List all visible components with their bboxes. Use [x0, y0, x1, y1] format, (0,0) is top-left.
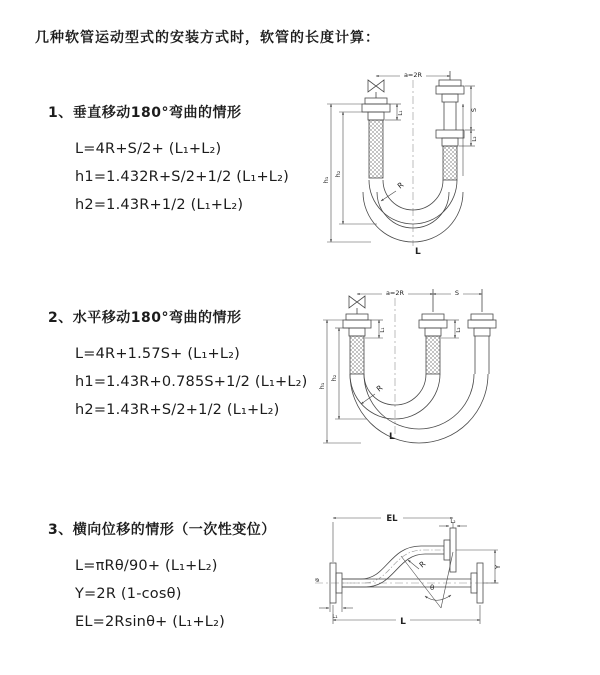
left-braided-hose — [350, 336, 364, 374]
radius-leader — [408, 559, 427, 569]
section-2-formulas — [75, 340, 308, 424]
l2-label: L₂ — [450, 519, 456, 525]
span-label: a=2R — [403, 71, 423, 79]
span-label: a=2R — [385, 289, 405, 297]
right-flange-upper — [436, 80, 464, 130]
section-horizontal-bend — [48, 307, 308, 424]
theta-label: θ — [430, 584, 435, 592]
formula-y: Y=2R (1-cosθ) — [75, 586, 182, 602]
h1-label: h₁ — [318, 382, 326, 390]
left-flange — [362, 98, 390, 120]
right-braided-hose — [443, 146, 457, 180]
l1-label: L₁ — [380, 327, 386, 333]
diagram-horizontal-bend — [315, 286, 530, 451]
dimension-span — [357, 288, 482, 312]
formula-length: L=πRθ/90+ (L₁+L₂) — [75, 558, 218, 574]
diagram-lateral-displacement — [305, 502, 510, 637]
right-flange-lower — [436, 130, 464, 146]
dimension-s — [465, 86, 478, 130]
valve-icon — [368, 80, 384, 98]
formula-length: L=4R+1.57S+ (L₁+L₂) — [75, 346, 240, 362]
right-flange-moved — [468, 314, 496, 374]
l2-label: L₂ — [456, 327, 462, 333]
section-3-formulas — [75, 552, 276, 636]
dimension-l1 — [365, 320, 386, 338]
dimension-l2 — [441, 320, 462, 338]
axis-label: ø — [314, 578, 321, 582]
dimension-span — [376, 70, 450, 80]
radius-label: R — [374, 383, 385, 394]
h1-label: h₁ — [322, 176, 330, 184]
dimension-length — [333, 605, 480, 627]
l1-label: L₁ — [398, 110, 404, 116]
dimension-h1 — [322, 104, 371, 242]
section-3-heading: 3、横向位移的情形（一次性变位） — [48, 522, 276, 538]
length-label: L — [389, 432, 395, 442]
radius-label: R — [395, 180, 406, 191]
hose-s-curve — [342, 546, 444, 587]
middle-flange — [419, 314, 447, 336]
middle-braided-hose — [426, 336, 440, 374]
hose-u-bend — [350, 374, 488, 443]
l2-label: L₂ — [472, 136, 478, 142]
section-vertical-bend — [48, 102, 289, 219]
dimension-s — [433, 288, 482, 297]
section-2-heading: 2、水平移动180°弯曲的情形 — [48, 310, 242, 326]
length-label: L — [415, 247, 421, 256]
h2-label: h₂ — [330, 374, 338, 382]
formula-h2: h2=1.43R+S/2+1/2 (L₁+L₂) — [75, 402, 280, 418]
left-flange — [343, 314, 371, 336]
dimension-y — [456, 550, 502, 583]
section-1-formulas — [75, 135, 289, 219]
dimension-l2 — [439, 519, 467, 526]
formula-h2: h2=1.43R+1/2 (L₁+L₂) — [75, 197, 244, 213]
formula-length: L=4R+S/2+ (L₁+L₂) — [75, 141, 222, 157]
el-label: EL — [386, 514, 398, 524]
formula-el: EL=2Rsinθ+ (L₁+L₂) — [75, 614, 225, 630]
radius-label: R — [417, 559, 428, 570]
valve-icon — [349, 296, 365, 314]
diagram-vertical-bend — [313, 68, 493, 256]
page-title: 几种软管运动型式的安装方式时，软管的长度计算： — [35, 30, 380, 46]
y-label: Y — [494, 564, 502, 570]
s-label: S — [470, 107, 478, 113]
dimension-el — [333, 512, 456, 562]
s-label: S — [454, 289, 460, 297]
length-label: L — [400, 617, 406, 627]
formula-h1: h1=1.43R+0.785S+1/2 (L₁+L₂) — [75, 374, 308, 390]
section-1-heading: 1、垂直移动180°弯曲的情形 — [48, 105, 242, 121]
l1-label: L₁ — [332, 614, 338, 620]
h2-label: h₂ — [334, 170, 342, 178]
section-lateral-displacement — [48, 519, 276, 636]
left-braided-hose — [369, 120, 383, 178]
radius-leader — [361, 383, 384, 404]
formula-h1: h1=1.432R+S/2+1/2 (L₁+L₂) — [75, 169, 289, 185]
